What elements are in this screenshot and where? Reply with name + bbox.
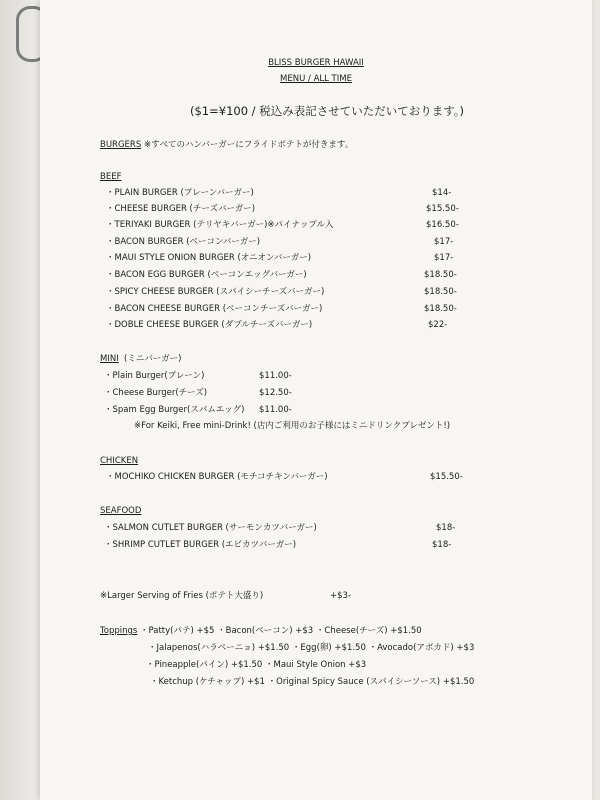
fries-upgrade-price: +$3- xyxy=(330,591,352,601)
fries-upgrade-label: ※Larger Serving of Fries (ポテト大盛り) xyxy=(100,591,264,601)
menu-item-price: $11.00- xyxy=(259,371,292,381)
menu-subtitle: MENU / ALL TIME xyxy=(280,74,352,84)
seafood-heading: SEAFOOD xyxy=(100,506,142,516)
menu-item-name: ・SHRIMP CUTLET BURGER (エビカツバーガー) xyxy=(104,540,297,550)
menu-item-price: $18.50- xyxy=(424,287,457,297)
menu-item-price: $16.50- xyxy=(426,220,459,230)
menu-item-price: $11.00- xyxy=(259,405,292,415)
menu-item-price: $18.50- xyxy=(424,270,457,280)
menu-item-price: $17- xyxy=(434,237,454,247)
menu-item-name: ・MAUI STYLE ONION BURGER (オニオンバーガー) xyxy=(106,253,312,263)
menu-item-price: $22- xyxy=(428,320,448,330)
menu-item-name: ・TERIYAKI BURGER (テリヤキバーガー)※パイナップル入 xyxy=(106,220,334,230)
burgers-note: ※すべてのハンバーガーにフライドポテトが付きます。 xyxy=(144,140,354,150)
menu-item-name: ・BACON CHEESE BURGER (ベーコンチーズバーガー) xyxy=(106,304,323,314)
toppings-row: ・Ketchup (ケチャップ) +$1 ・Original Spicy Sauce (スパイシーソース) +$1.50 xyxy=(150,677,475,687)
toppings-heading: Toppings xyxy=(100,626,138,636)
menu-sheet xyxy=(40,0,592,800)
menu-item-name: ・MOCHIKO CHICKEN BURGER (モチコチキンバーガー) xyxy=(106,472,328,482)
burgers-heading: BURGERS xyxy=(100,140,142,150)
menu-item-name: ・BACON BURGER (ベーコンバーガー) xyxy=(106,237,261,247)
menu-item-name: ・Cheese Burger(チーズ) xyxy=(104,388,208,398)
menu-item-name: ・SPICY CHEESE BURGER (スパイシーチーズバーガー) xyxy=(106,287,325,297)
menu-item-name: ・BACON EGG BURGER (ベーコンエッグバーガー) xyxy=(106,270,307,280)
menu-item-price: $12.50- xyxy=(259,388,292,398)
price-notice: ($1=¥100 / 税込み表記させていただいております。) xyxy=(190,104,465,118)
menu-item-price: $14- xyxy=(432,188,452,198)
toppings-row: ・Pineapple(パイン) +$1.50 ・Maui Style Onion +$3 xyxy=(146,660,367,670)
menu-item-name: ・PLAIN BURGER (プレーンバーガー) xyxy=(106,188,254,198)
menu-item-name: ・Plain Burger(プレーン) xyxy=(104,371,205,381)
binder-edge xyxy=(0,0,40,800)
mini-heading: MINI xyxy=(100,354,119,364)
menu-item-price: $15.50- xyxy=(426,204,459,214)
mini-heading-jp: (ミニバーガー) xyxy=(124,354,182,364)
menu-item-price: $18.50- xyxy=(424,304,457,314)
menu-item-price: $17- xyxy=(434,253,454,263)
menu-item-name: ・SALMON CUTLET BURGER (サーモンカツバーガー) xyxy=(104,523,317,533)
toppings-row: ・Jalapenos(ハラペーニョ) +$1.50 ・Egg(卵) +$1.50 ・Avocado(アボカド) +$3 xyxy=(148,643,475,653)
menu-title: BLISS BURGER HAWAII xyxy=(268,58,364,68)
menu-item-price: $15.50- xyxy=(430,472,463,482)
menu-item-name: ・Spam Egg Burger(スパムエッグ) xyxy=(104,405,245,415)
toppings-row: ・Patty(パテ) +$5 ・Bacon(ベーコン) +$3 ・Cheese(チーズ) +$1.50 xyxy=(140,626,422,636)
menu-item-price: $18- xyxy=(432,540,452,550)
chicken-heading: CHICKEN xyxy=(100,456,139,466)
beef-heading: BEEF xyxy=(100,172,122,182)
menu-item-name: ・CHEESE BURGER (チーズバーガー) xyxy=(106,204,256,214)
keiki-note: ※For Keiki, Free mini-Drink! (店内ご利用のお子様にはミニドリンクプレゼント!) xyxy=(134,421,451,431)
menu-item-price: $18- xyxy=(436,523,456,533)
menu-item-name: ・DOBLE CHEESE BURGER (ダブルチーズバーガー) xyxy=(106,320,313,330)
